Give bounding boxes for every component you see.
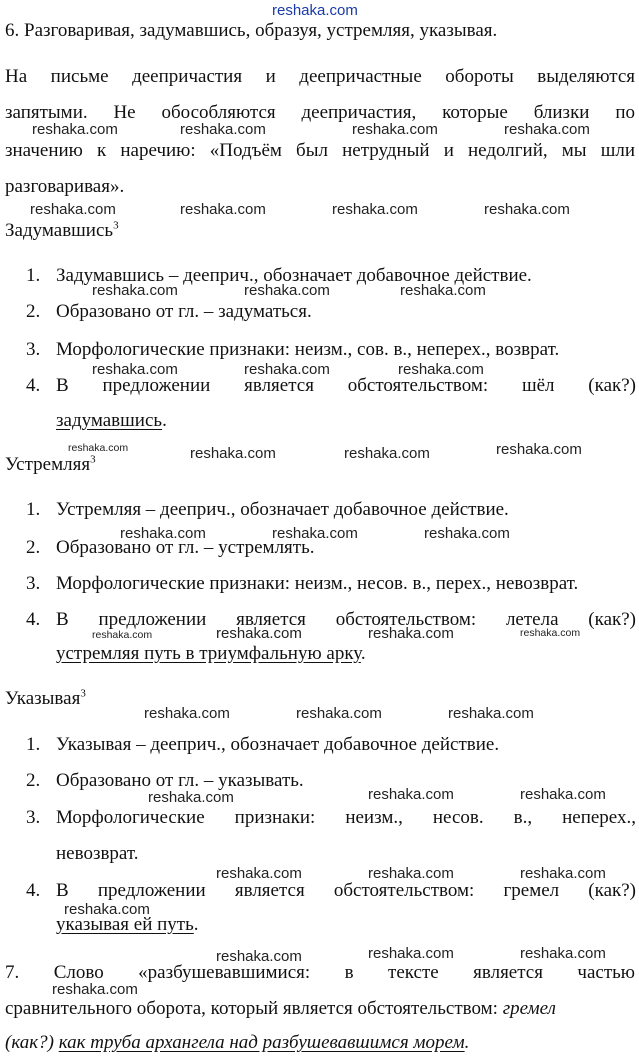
list-item: Морфологические признаки: неизм., несов. в., перех., невозврат. [56, 573, 579, 594]
watermark: reshaka.com [520, 786, 606, 803]
answer-line: 6. Разговаривая, задумавшись, образуя, устремляя, указывая. [5, 20, 498, 41]
punctuation: . [360, 643, 366, 664]
watermark: reshaka.com [144, 705, 230, 722]
text-run: сравнительного оборота, который является обстоятельством: [5, 998, 503, 1019]
paragraph-line [5, 1032, 469, 1054]
list-number: 4. [26, 609, 41, 630]
watermark: reshaka.com [92, 629, 153, 641]
paragraph-line: На письме деепричастия и деепричастные обороты выделяются [5, 66, 635, 87]
list-number: 1. [26, 499, 41, 520]
list-item-continuation [56, 410, 167, 432]
list-number: 3. [26, 573, 41, 594]
underlined-phrase: задумавшись [56, 410, 163, 431]
list-number: 2. [26, 537, 41, 558]
watermark: reshaka.com [448, 705, 534, 722]
footnote-mark: 3 [113, 219, 119, 232]
list-item: Образовано от гл. – указывать. [56, 770, 304, 791]
watermark: reshaka.com [244, 282, 330, 299]
paragraph-line: значению к наречию: «Подъём был нетрудный и недолгий, мы шли [5, 140, 635, 161]
list-item: В предложении является обстоятельством: гремел (как?) [56, 880, 636, 901]
watermark: reshaka.com [424, 525, 510, 542]
list-number: 1. [26, 265, 41, 286]
watermark: reshaka.com [368, 945, 454, 962]
section-heading [5, 220, 119, 242]
watermark: reshaka.com [520, 627, 581, 639]
watermark: reshaka.com [92, 361, 178, 378]
list-item: Указывая – дееприч., обозначает добавочное действие. [56, 734, 500, 755]
punctuation: . [193, 914, 199, 935]
list-number: 4. [26, 880, 41, 901]
watermark: reshaka.com [398, 361, 484, 378]
list-item-continuation [56, 914, 199, 936]
watermark: reshaka.com [272, 2, 358, 19]
watermark: reshaka.com [52, 981, 138, 998]
list-item-continuation: невозврат. [56, 843, 139, 864]
italic-text: (как?) [5, 1032, 59, 1053]
watermark: reshaka.com [496, 441, 582, 458]
paragraph-line: запятыми. Не обособляются деепричастия, которые близки по [5, 102, 635, 123]
list-item: Образовано от гл. – устремлять. [56, 537, 315, 558]
list-item-continuation [56, 643, 366, 665]
watermark: reshaka.com [368, 786, 454, 803]
watermark: reshaka.com [344, 445, 430, 462]
watermark: reshaka.com [368, 865, 454, 882]
watermark: reshaka.com [504, 121, 590, 138]
section-heading-text: Задумавшись [5, 220, 114, 241]
list-item: В предложении является обстоятельством: шёл (как?) [56, 375, 636, 396]
watermark: reshaka.com [180, 121, 266, 138]
watermark: reshaka.com [520, 865, 606, 882]
watermark: reshaka.com [68, 442, 129, 454]
list-number: 1. [26, 734, 41, 755]
section-heading [5, 454, 96, 476]
watermark: reshaka.com [272, 525, 358, 542]
footnote-mark: 3 [80, 687, 86, 700]
list-number: 2. [26, 301, 41, 322]
watermark: reshaka.com [92, 282, 178, 299]
watermark: reshaka.com [332, 201, 418, 218]
watermark: reshaka.com [190, 445, 276, 462]
italic-text: гремел [502, 998, 556, 1019]
paragraph-line [5, 998, 635, 1020]
watermark: reshaka.com [64, 901, 150, 918]
list-number: 2. [26, 770, 41, 791]
watermark: reshaka.com [368, 625, 454, 642]
list-number: 3. [26, 807, 41, 828]
list-number: 4. [26, 375, 41, 396]
list-item: Морфологические признаки: неизм., сов. в., неперех., возврат. [56, 339, 560, 360]
list-number: 3. [26, 339, 41, 360]
list-item: Задумавшись – дееприч., обозначает добавочное действие. [56, 265, 532, 286]
punctuation: . [162, 410, 167, 431]
list-item: Устремляя – дееприч., обозначает добавочное действие. [56, 499, 509, 520]
watermark: reshaka.com [216, 865, 302, 882]
list-item: В предложении является обстоятельством: летела (как?) [56, 609, 636, 630]
section-heading [5, 688, 86, 710]
paragraph-line: разговаривая». [5, 176, 125, 197]
underlined-phrase: указывая ей путь [56, 914, 194, 935]
watermark: reshaka.com [484, 201, 570, 218]
watermark: reshaka.com [216, 625, 302, 642]
section-heading-text: Устремляя [5, 454, 91, 475]
punctuation: . [464, 1032, 470, 1053]
watermark: reshaka.com [32, 121, 118, 138]
watermark: reshaka.com [120, 525, 206, 542]
watermark: reshaka.com [148, 789, 234, 806]
underlined-phrase: как труба архангела над разбушевавшимся морем [58, 1032, 465, 1053]
underlined-phrase: устремляя путь в триумфальную арку [56, 643, 361, 664]
watermark: reshaka.com [30, 201, 116, 218]
watermark: reshaka.com [180, 201, 266, 218]
footnote-mark: 3 [90, 453, 96, 466]
list-item: Образовано от гл. – задуматься. [56, 301, 312, 322]
watermark: reshaka.com [520, 945, 606, 962]
watermark: reshaka.com [296, 705, 382, 722]
watermark: reshaka.com [352, 121, 438, 138]
watermark: reshaka.com [216, 948, 302, 965]
watermark: reshaka.com [244, 361, 330, 378]
list-item: Морфологические признаки: неизм., несов. в., неперех., [56, 807, 636, 828]
paragraph-line: 7. Слово «разбушевавшимися: в тексте является частью [5, 962, 635, 983]
section-heading-text: Указывая [5, 688, 81, 709]
watermark: reshaka.com [400, 282, 486, 299]
